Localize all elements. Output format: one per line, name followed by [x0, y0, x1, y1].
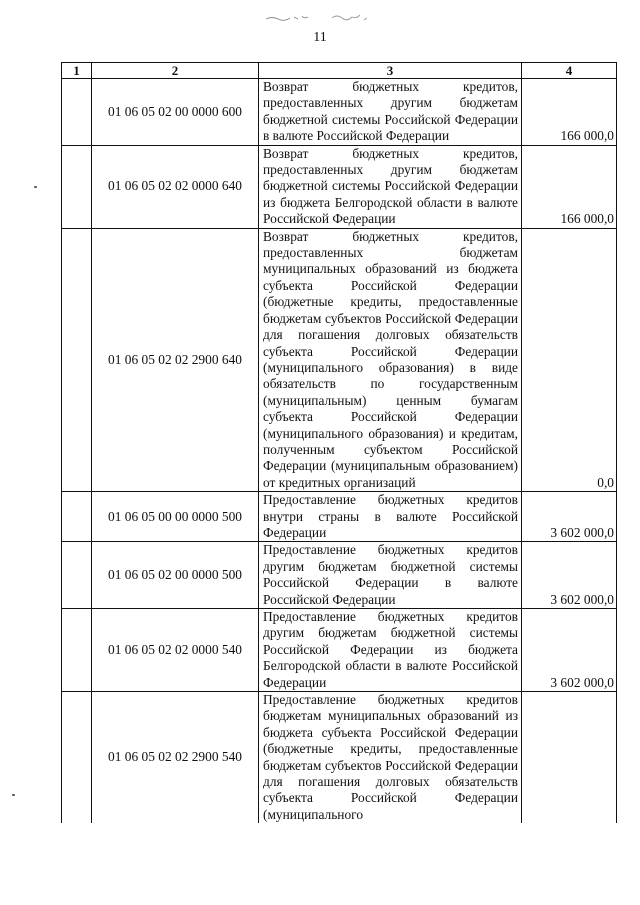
- header-col-2: 2: [92, 63, 259, 79]
- budget-amount: 3 602 000,0: [522, 542, 617, 609]
- margin-speck: [12, 794, 15, 796]
- budget-code: 01 06 05 02 02 2900 640: [92, 228, 259, 492]
- row-number-cell: [62, 492, 92, 542]
- budget-code: 01 06 05 02 02 2900 540: [92, 692, 259, 824]
- row-number-cell: [62, 542, 92, 609]
- budget-item-name: Возврат бюджетных кредитов, предоставленных другим бюджетам бюджетной системы Российской Федерации в валюте Российской Федерации: [259, 79, 522, 146]
- table-row: [62, 228, 617, 492]
- header-col-1: 1: [62, 63, 92, 79]
- budget-amount: 3 602 000,0: [522, 492, 617, 542]
- table-row: [62, 542, 617, 609]
- budget-amount: 3 602 000,0: [522, 609, 617, 692]
- budget-item-name: Возврат бюджетных кредитов, предоставленных другим бюджетам бюджетной системы Российской Федерации из бюджета Белгородской области в валюте Российской Федерации: [259, 145, 522, 228]
- table-row: [62, 492, 617, 542]
- budget-item-name: Предоставление бюджетных кредитов другим бюджетам бюджетной системы Российской Федерации в валюте Российской Федерации: [259, 542, 522, 609]
- table-row: [62, 79, 617, 146]
- budget-amount: 166 000,0: [522, 145, 617, 228]
- row-number-cell: [62, 692, 92, 824]
- margin-speck: [34, 186, 37, 188]
- budget-code: 01 06 05 02 00 0000 500: [92, 542, 259, 609]
- header-col-3: 3: [259, 63, 522, 79]
- budget-amount: 0,0: [522, 228, 617, 492]
- budget-item-name: Предоставление бюджетных кредитов внутри страны в валюте Российской Федерации: [259, 492, 522, 542]
- budget-item-name: Возврат бюджетных кредитов, предоставленных бюджетам муниципальных образований из бюджета субъекта Российской Федерации (бюджетные кредиты, предоставленные бюджетам субъектов Российской Федерации для погашения долговых обязательств субъекта Российской Федерации (муниципального образования) в виде обязательств по государственным (муниципальным) ценным бумагам субъекта Российской Федерации (муниципального образования) и кредитам, полученным субъектом Российской Федерации (муниципальным образованием) от кредитных организаций: [259, 228, 522, 492]
- budget-item-name: Предоставление бюджетных кредитов бюджетам муниципальных образований из бюджета субъекта Российской Федерации (бюджетные кредиты, предоставленные бюджетам субъектов Российской Федерации для погашения долговых обязательств субъекта Российской Федерации (муниципального: [259, 692, 522, 824]
- row-number-cell: [62, 609, 92, 692]
- row-number-cell: [62, 79, 92, 146]
- budget-code: 01 06 05 00 00 0000 500: [92, 492, 259, 542]
- header-col-4: 4: [522, 63, 617, 79]
- table-row: [62, 609, 617, 692]
- row-number-cell: [62, 145, 92, 228]
- page-number: 11: [313, 30, 327, 45]
- table-header-row: [62, 63, 617, 79]
- budget-amount: [522, 692, 617, 824]
- budget-code: 01 06 05 02 02 0000 640: [92, 145, 259, 228]
- budget-amount: 166 000,0: [522, 79, 617, 146]
- budget-sources-table: [61, 62, 617, 823]
- budget-item-name: Предоставление бюджетных кредитов другим бюджетам бюджетной системы Российской Федерации из бюджета Белгородской области в валюте Российской Федерации: [259, 609, 522, 692]
- table-row: [62, 692, 617, 824]
- row-number-cell: [62, 228, 92, 492]
- budget-code: 01 06 05 02 00 0000 600: [92, 79, 259, 146]
- budget-code: 01 06 05 02 02 0000 540: [92, 609, 259, 692]
- scan-artifact-mark: [262, 10, 382, 24]
- table-row: [62, 145, 617, 228]
